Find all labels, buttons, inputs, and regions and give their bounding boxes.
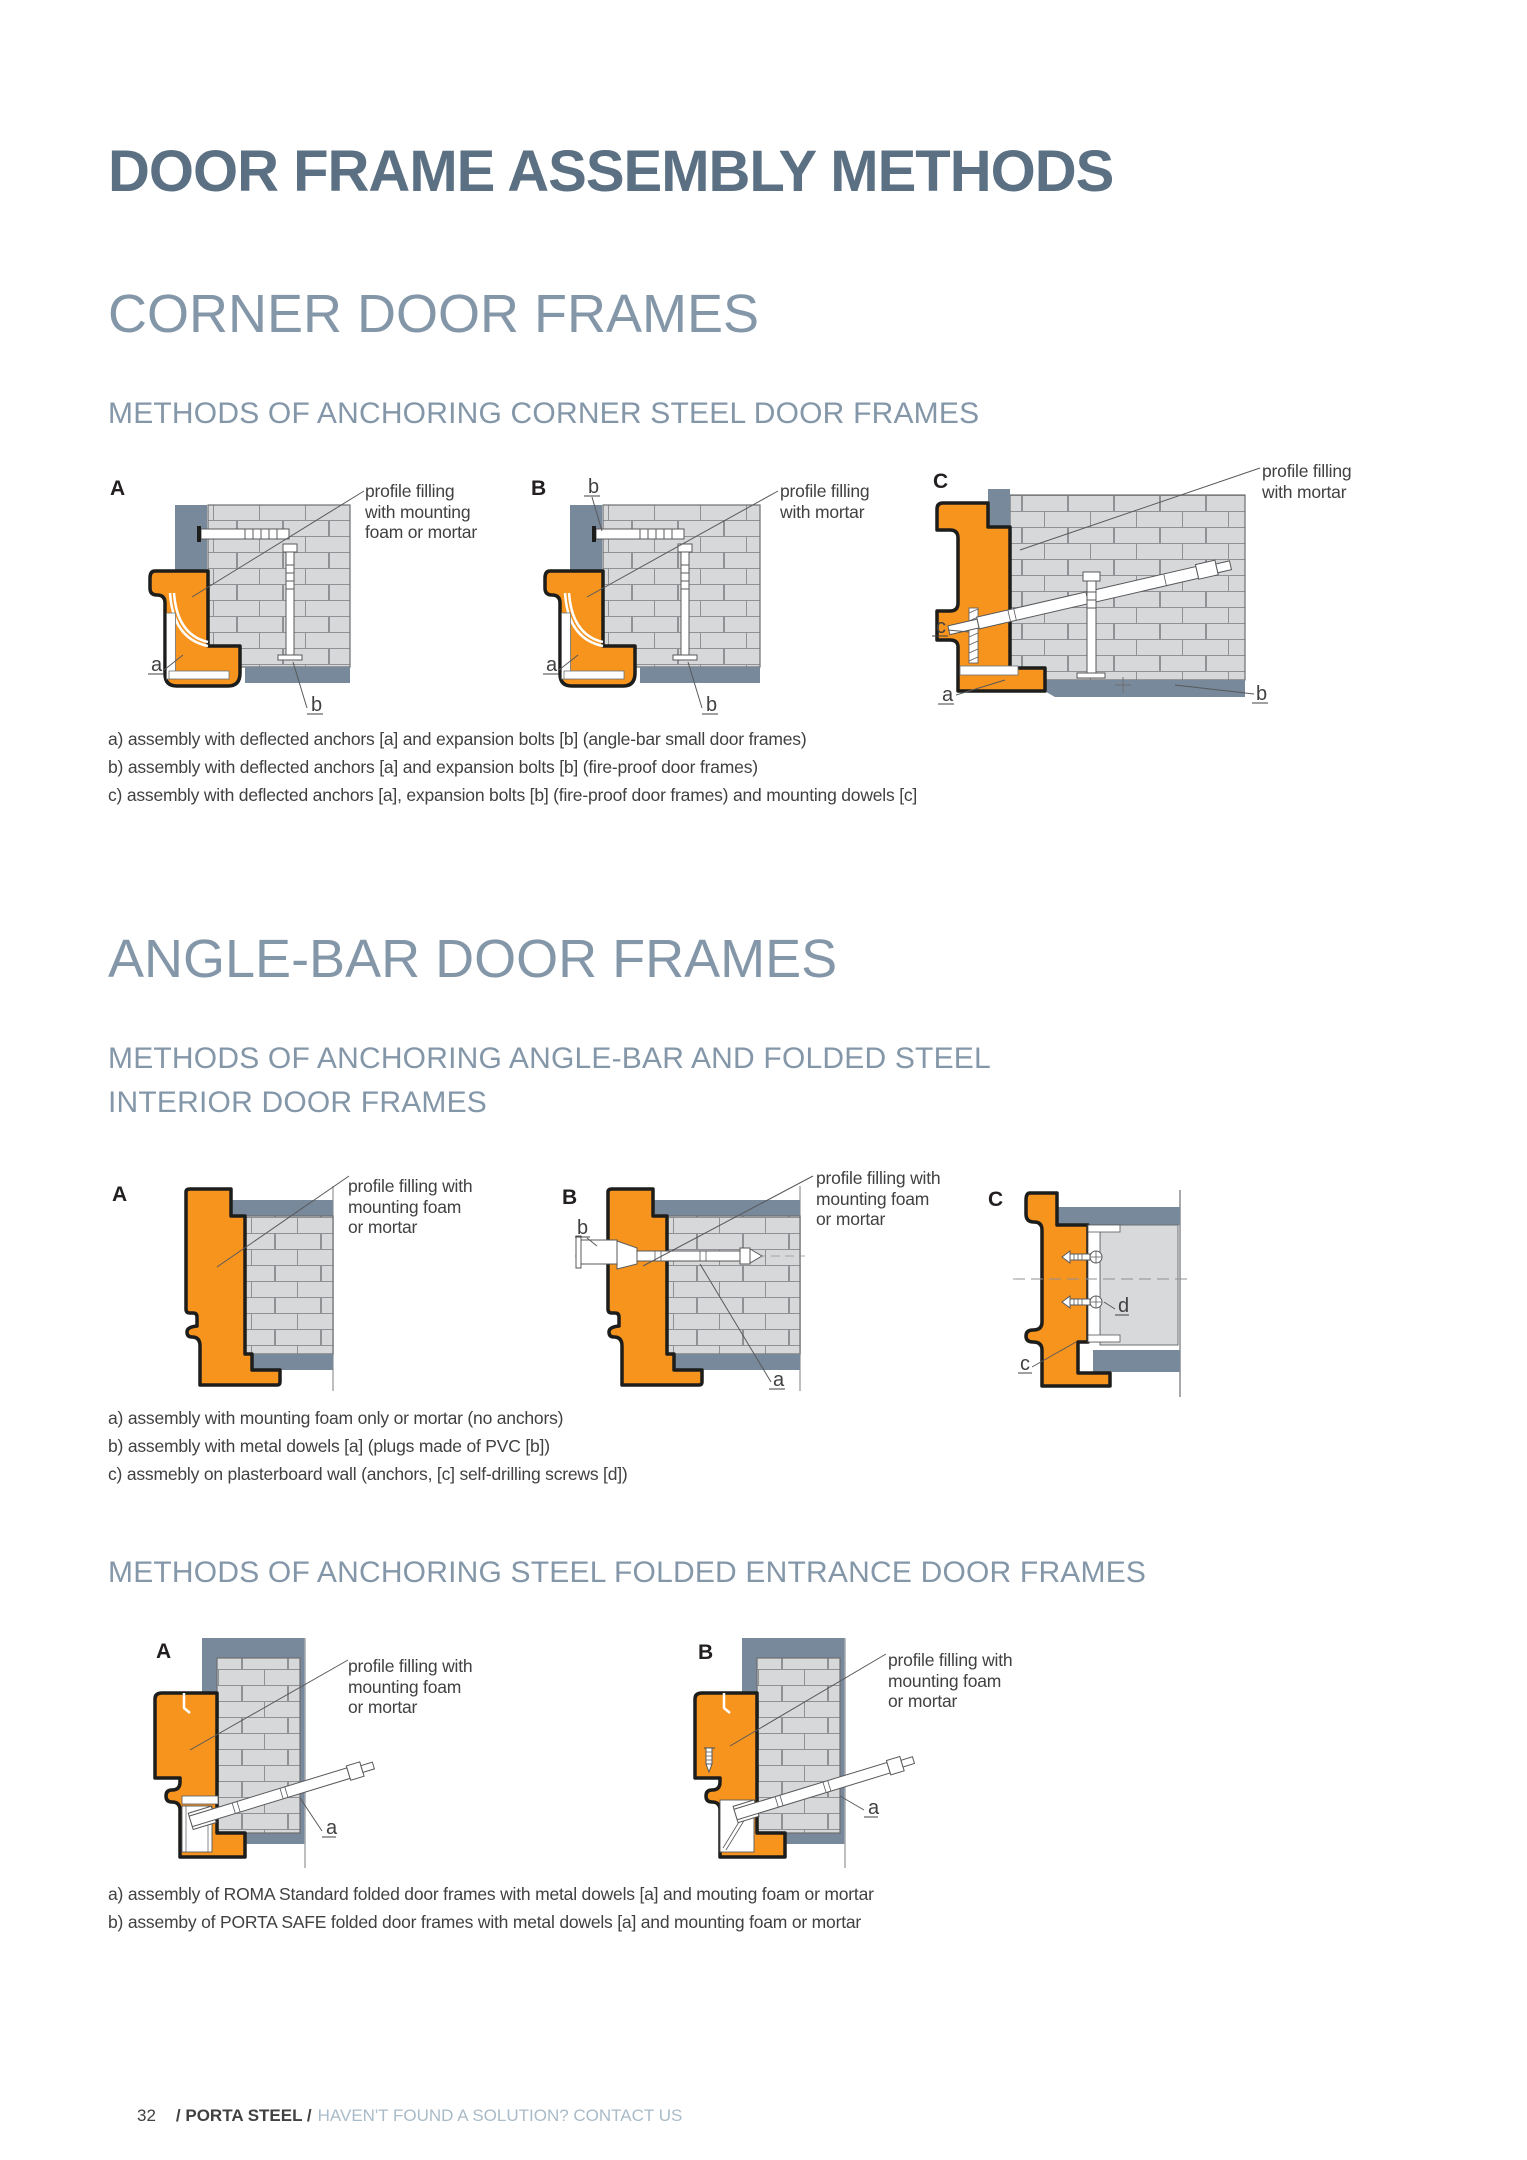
corner-diagram-c (930, 480, 1275, 715)
entrance-section-subheading: METHODS OF ANCHORING STEEL FOLDED ENTRANCE DOOR FRAMES (108, 1556, 1147, 1589)
anglebar-diagram-a (183, 1186, 343, 1393)
corner-diagram-a (145, 475, 351, 725)
annotation: profile filling with mounting foam or mortar (365, 481, 477, 543)
anglebar-section-heading: ANGLE-BAR DOOR FRAMES (108, 929, 838, 989)
plasterboard-panel (1100, 1225, 1178, 1345)
wall-edge-top (653, 1200, 800, 1216)
brick-wall (667, 1216, 800, 1354)
wall-edge-bottom (640, 667, 760, 683)
diagram-letter: A (110, 477, 126, 500)
label-b-top: b (588, 476, 600, 498)
annotation: profile filling with mounting foam or mortar (816, 1168, 941, 1230)
entrance-diagram-a (150, 1638, 375, 1870)
contact-us-link[interactable]: HAVEN'T FOUND A SOLUTION? CONTACT US (317, 2106, 683, 2125)
corner-diagram-b (540, 475, 760, 725)
label-a: a (546, 654, 558, 676)
diagram-letter: B (698, 1641, 714, 1664)
wall-edge-bottom (245, 667, 350, 683)
anglebar-diagram-c (1018, 1190, 1188, 1397)
label-b: b (706, 694, 718, 716)
wall-edge-top (1057, 1207, 1180, 1225)
wall-edge (988, 489, 1010, 527)
wall-edge-bottom (1093, 1350, 1180, 1372)
entrance-diagram-b (690, 1638, 915, 1870)
label-a: a (942, 684, 954, 706)
diagram-letter: A (156, 1640, 172, 1663)
corner-section-subheading: METHODS OF ANCHORING CORNER STEEL DOOR FRAMES (108, 397, 980, 430)
corner-section-heading: CORNER DOOR FRAMES (108, 284, 760, 344)
wall-edge-bottom (667, 1354, 800, 1370)
label-b: b (311, 694, 323, 716)
annotation: profile filling with mortar (1262, 461, 1352, 502)
annotation: profile filling with mounting foam or mortar (348, 1656, 473, 1718)
label-c: c (1020, 1353, 1030, 1375)
brand-label: / PORTA STEEL / (175, 2106, 312, 2125)
diagram-letter: B (531, 477, 547, 500)
anglebar-captions: a) assembly with mounting foam only or mortar (no anchors) b) assembly with metal dowels [a] (plugs made of PVC [b]) c) assmebly on plasterboard wall (anchors, [c] self-drilling screws [d]) (108, 1408, 628, 1484)
annotation: profile filling with mounting foam or mortar (888, 1650, 1013, 1712)
label-a: a (773, 1369, 785, 1391)
label-a: a (326, 1817, 338, 1839)
label-b: b (1256, 683, 1268, 705)
wall-edge-bottom (245, 1354, 333, 1370)
diagram-letter: B (562, 1186, 578, 1209)
annotation: profile filling with mortar (780, 481, 870, 522)
diagram-letter: C (988, 1188, 1004, 1211)
anglebar-diagram-b (575, 1186, 810, 1393)
page-footer (137, 2106, 682, 2126)
diagram-letter: C (933, 470, 949, 493)
anglebar-section-subheading: METHODS OF ANCHORING ANGLE-BAR AND FOLDED STEEL INTERIOR DOOR FRAMES (108, 1042, 991, 1119)
corner-captions: a) assembly with deflected anchors [a] and expansion bolts [b] (angle-bar small door frames) b) assembly with deflected anchors [a] and expansion bolts [b] (fire-proof door frames) c) assembly with deflected anchors [a], expansion bolts [b] (fire-proof door frames) and mounting dowels [c] (108, 729, 918, 805)
wall-edge-top (231, 1200, 333, 1216)
label-a: a (151, 654, 163, 676)
wall-edge-bottom (1025, 680, 1245, 697)
page-title: DOOR FRAME ASSEMBLY METHODS (108, 139, 1114, 204)
wall-edge (175, 505, 207, 579)
label-d: d (1118, 1295, 1130, 1317)
label-c: c (936, 616, 946, 638)
page-number: 32 (137, 2106, 156, 2125)
diagram-letter: A (112, 1183, 128, 1206)
label-b: b (577, 1217, 589, 1239)
brick-wall (245, 1216, 333, 1354)
entrance-captions: a) assembly of ROMA Standard folded door frames with metal dowels [a] and mouting foam or mortar b) assemby of PORTA SAFE folded door frames with metal dowels [a] and mounting foam or mortar (108, 1884, 874, 1932)
annotation: profile filling with mounting foam or mortar (348, 1176, 473, 1238)
label-a: a (868, 1797, 880, 1819)
